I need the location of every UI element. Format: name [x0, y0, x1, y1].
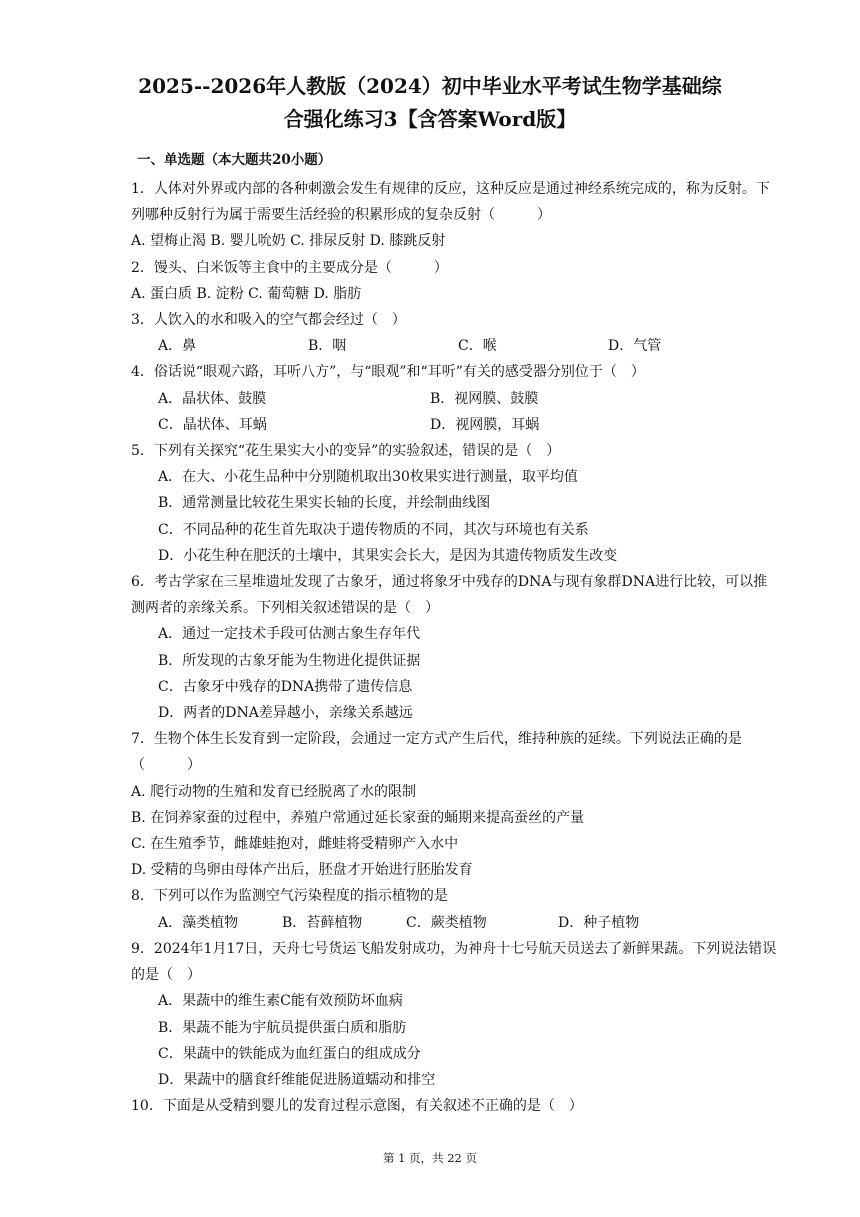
question-9-stem: 9．2024年1月17日，天舟七号货运飞船发射成功，为神舟十七号航天员送去了新鲜果蔬。下列说法错误的是（ ）: [131, 940, 777, 984]
question-7-option-c: C. 在生殖季节，雌雄蛙抱对，雌蛙将受精卵产入水中: [131, 836, 459, 853]
question-1-stem: 1．人体对外界或内部的各种刺激会发生有规律的反应，这种反应是通过神经系统完成的，称为反射。下列哪种反射行为属于需要生活经验的积累形成的复杂反射（ ）: [131, 181, 770, 224]
question-2-stem: 2．馒头、白米饭等主食中的主要成分是（ ）: [131, 259, 448, 276]
title-line-1: 2025--2026年人教版（2024）初中毕业水平考试生物学基础综: [138, 74, 722, 98]
option-c: C．蕨类植物: [406, 914, 487, 931]
question-6-option-d: D．两者的DNA差异越小，亲缘关系越远: [158, 705, 413, 722]
question-6-stem: 6．考古学家在三星堆遗址发现了古象牙，通过将象牙中残存的DNA与现有象群DNA进行比较，可以推测两者的亲缘关系。下列相关叙述错误的是（ ）: [131, 574, 768, 617]
option-d: D．气管: [608, 338, 662, 355]
question-7-option-a: A. 爬行动物的生殖和发育已经脱离了水的限制: [131, 783, 417, 800]
question-10-stem: 10．下面是从受精到婴儿的发育过程示意图，有关叙述不正确的是（ ）: [131, 1098, 583, 1115]
option-a: A．藻类植物: [158, 914, 239, 931]
question-7-option-b: B. 在饲养家蚕的过程中，养殖户常通过延长家蚕的蛹期来提高蚕丝的产量: [131, 809, 585, 826]
option-c: C．晶状体、耳蜗: [158, 416, 267, 433]
question-6-option-b: B．所发现的古象牙能为生物进化提供证据: [158, 652, 421, 669]
question-9-option-d: D．果蔬中的膳食纤维能促进肠道蠕动和排空: [158, 1071, 436, 1088]
question-5-option-a: A．在大、小花生品种中分别随机取出30枚果实进行测量，取平均值: [158, 469, 578, 486]
option-a: A．鼻: [158, 338, 197, 355]
question-5-stem: 5．下列有关探究“花生果实大小的变异”的实验叙述，错误的是（ ）: [131, 443, 561, 460]
question-4-stem: 4．俗话说“眼观六路，耳听八方”，与“眼观”和“耳听”有关的感受器分别位于（ ）: [131, 364, 645, 381]
question-1-options: A. 望梅止渴 B. 婴儿吮奶 C. 排尿反射 D. 膝跳反射: [131, 233, 446, 250]
document-title: [100, 70, 760, 136]
option-a: A．晶状体、鼓膜: [158, 390, 267, 407]
question-6-option-c: C．古象牙中残存的DNA携带了遗传信息: [158, 678, 413, 695]
question-7-stem: 7．生物个体生长发育到一定阶段，会通过一定方式产生后代，维持种族的延续。下列说法正确的是（ ）: [131, 731, 742, 774]
question-5-option-c: C．不同品种的花生首先取决于遗传物质的不同，其次与环境也有关系: [158, 521, 589, 538]
title-line-2: 合强化练习3【含答案Word版】: [283, 107, 577, 131]
page-footer: 第 1 页，共 22 页: [382, 1151, 478, 1165]
question-9-option-c: C．果蔬中的铁能成为血红蛋白的组成成分: [158, 1045, 421, 1062]
option-d: D．种子植物: [558, 914, 640, 931]
question-4-options-row-2: [131, 412, 781, 438]
question-5-option-b: B．通常测量比较花生果实长轴的长度，并绘制曲线图: [158, 495, 491, 512]
question-list: [131, 176, 781, 1119]
question-6-option-a: A．通过一定技术手段可估测古象生存年代: [158, 626, 421, 643]
question-7-option-d: D. 受精的鸟卵由母体产出后，胚盘才开始进行胚胎发育: [131, 862, 473, 879]
question-3-stem: 3．人饮入的水和吸入的空气都会经过（ ）: [131, 312, 406, 329]
option-b: B．咽: [308, 338, 347, 355]
section-heading: 一、单选题（本大题共20小题）: [137, 152, 332, 168]
option-b: B．视网膜、鼓膜: [430, 390, 539, 407]
option-c: C．喉: [458, 338, 497, 355]
option-d: D．视网膜，耳蜗: [430, 416, 540, 433]
question-8-options: [131, 910, 781, 936]
option-b: B．苔藓植物: [282, 914, 363, 931]
question-9-option-a: A．果蔬中的维生素C能有效预防坏血病: [158, 993, 403, 1010]
question-3-options: [131, 333, 781, 359]
question-9-option-b: B．果蔬不能为宇航员提供蛋白质和脂肪: [158, 1019, 407, 1036]
question-4-options-row-1: [131, 386, 781, 412]
question-5-option-d: D．小花生种在肥沃的土壤中，其果实会长大，是因为其遗传物质发生改变: [158, 547, 618, 564]
question-2-options: A. 蛋白质 B. 淀粉 C. 葡萄糖 D. 脂肪: [131, 285, 362, 302]
question-8-stem: 8．下列可以作为监测空气污染程度的指示植物的是: [131, 888, 448, 905]
